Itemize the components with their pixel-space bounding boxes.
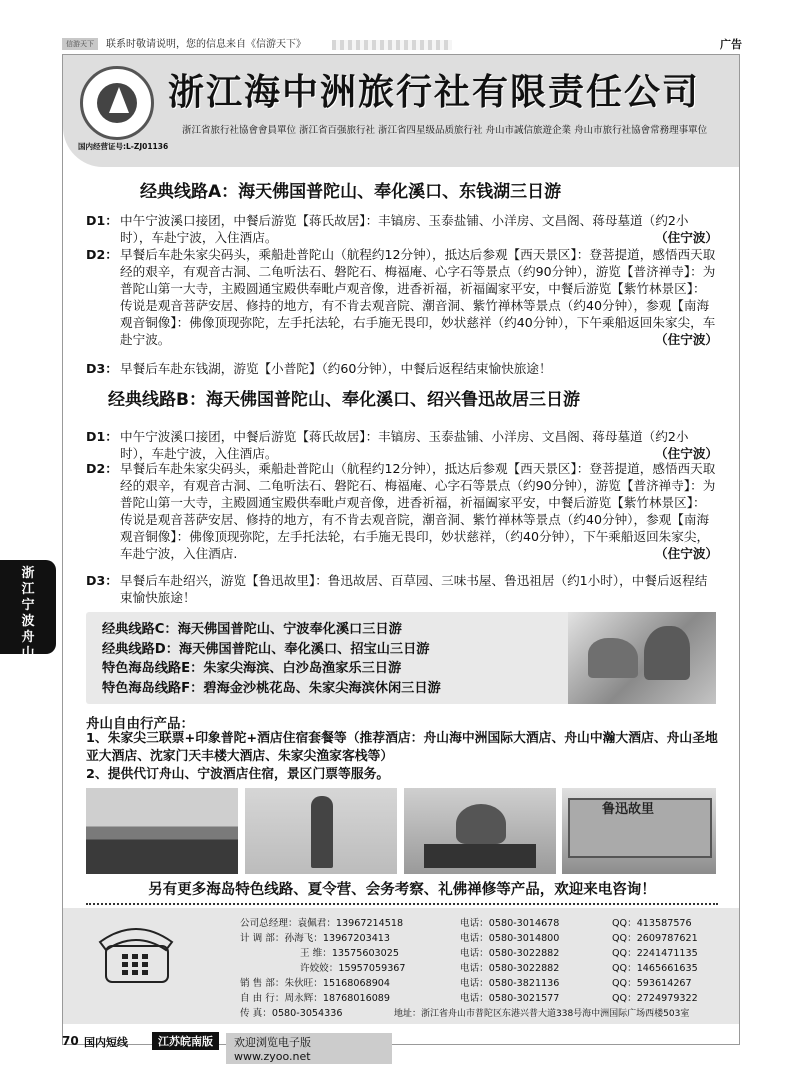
day-label: D3： [86, 573, 118, 588]
route-a-title: 经典线路A：海天佛国普陀山、奉化溪口、东钱湖三日游 [140, 182, 562, 202]
dotted-divider [86, 903, 718, 905]
region-label: 浙江宁波舟山 [21, 566, 35, 661]
contact-tel-5: 电话：0580-3821136 [460, 978, 560, 989]
ad-tag: 广告 [720, 38, 742, 51]
notice-text: 联系时敬请说明，您的信息来自《信游天下》 [106, 39, 306, 50]
day-text: 早餐后车赴朱家尖码头，乘船赴普陀山（航程约12分钟），抵达后参观【西天景区】：登菩提道，感悟西天取经的艰辛，有观音古洞、二龟听法石、磐陀石、梅福庵、心字石等景点（约90分钟），游览【普济禅寺】：为普陀山第一大寺，主殿圆通宝殿供奉毗卢观音像，进香祈福，祈福阖家平安，中餐后游览【紫竹林景区】：传说是观音菩萨安居、修持的地方，有不肯去观音院，潮音洞、紫竹禅林等景点（约40分钟），参观【南海观音铜像】：佛像顶现弥陀，左手托法轮，右手施无畏印，妙状慈祥，（约40分钟），下午乘船返回朱家尖，车赴宁波，入住酒店. [120, 461, 716, 561]
section-name: 国内短线 [84, 1036, 128, 1049]
day-label: D2： [86, 247, 118, 262]
luxun-hometown-photo [562, 788, 716, 874]
contact-qq-5: QQ：593614267 [612, 978, 692, 989]
day-text: 中午宁波溪口接团，中餐后游览【蒋氏故居】：丰镐房、玉泰盐铺、小洋房、文昌阁、蒋母墓道（约2小时），车赴宁波，入住酒店。 [120, 429, 689, 461]
route-c: 经典线路C：海天佛国普陀山、宁波奉化溪口三日游 [102, 622, 402, 637]
free-travel-title: 舟山自由行产品： [86, 716, 194, 732]
day-text: 早餐后车赴朱家尖码头，乘船赴普陀山（航程约12分钟），抵达后参观【西天景区】：登菩提道，感悟西天取经的艰辛，有观音古洞、二龟听法石、磐陀石、梅福庵、心字石等景点（约90分钟），游览【普济禅寺】：为普陀山第一大寺，主殿圆通宝殿供奉毗卢观音像，进香祈福，祈福阖家平安，中餐后游览【紫竹林景区】：传说是观音菩萨安居、修持的地方，有不肯去观音院、潮音洞、紫竹禅林等景点（约40分钟），参观【南海观音铜像】：佛像顶现弥陀，左手托法轮，右手施无畏印，妙状慈祥（约40分钟），下午乘船返回朱家尖，车赴宁波。 [120, 247, 716, 347]
contact-qq-2: QQ：2609787621 [612, 933, 698, 944]
publication-logo: 信游天下 [62, 38, 98, 50]
photo-caption: 鲁迅故里 [602, 802, 655, 817]
route-b-day-1 [86, 428, 718, 462]
contact-tel-2: 电话：0580-3014800 [460, 933, 560, 944]
company-name: 浙江海中洲旅行社有限责任公司 [168, 72, 701, 113]
day-text: 中午宁波溪口接团，中餐后游览【蒋氏故居】：丰镐房、玉泰盐铺、小洋房、文昌阁、蒋母墓道（约2小时），车赴宁波，入住酒店。 [120, 213, 689, 245]
sand-sculpture-photo [568, 612, 716, 704]
day-text: 早餐后车赴绍兴，游览【鲁迅故里】：鲁迅故居、百草园、三味书屋、鲁迅祖居（约1小时），中餐后返程结束愉快旅途！ [120, 573, 708, 605]
stay-note: （住宁波） [655, 546, 718, 561]
coast-pavilion-photo [86, 788, 238, 874]
contact-fax: 传 真：0580-3054336 [240, 1008, 343, 1019]
company-address: 地址：浙江省舟山市普陀区东港兴普大道338号海中洲国际广场西楼503室 [394, 1009, 690, 1019]
route-f: 特色海岛线路F：碧海金沙桃花岛、朱家尖海滨休闲三日游 [102, 680, 441, 696]
stay-note: （住宁波） [655, 332, 718, 347]
free-travel-item-1: 1、朱家尖三联票+印象普陀+酒店住宿套餐等（推荐酒店：舟山海中洲国际大酒店、舟山中瀚大酒店、舟山圣地亚大酒店、沈家门天丰楼大酒店、朱家尖渔家客栈等） [86, 731, 718, 764]
day-label: D1： [86, 429, 118, 444]
day-label: D2： [86, 461, 118, 476]
telephone-icon [96, 920, 176, 990]
free-travel-item-2: 2、提供代订舟山、宁波酒店住宿，景区门票等服务。 [86, 767, 390, 782]
edition-badge: 江苏皖南版 [152, 1032, 219, 1050]
route-e: 特色海岛线路E：朱家尖海滨、白沙岛渔家乐三日游 [102, 661, 402, 676]
company-logo-icon [80, 66, 154, 140]
contact-tel-4: 电话：0580-3022882 [460, 963, 560, 974]
route-a-day-1 [86, 212, 718, 246]
route-d: 经典线路D：海天佛国普陀山、奉化溪口、招宝山三日游 [102, 641, 430, 657]
top-strip [62, 37, 740, 53]
decorative-checker [332, 40, 452, 50]
license-number: 国内经营证号:L-ZJ01136 [78, 142, 169, 151]
day-label: D1： [86, 213, 118, 228]
contact-row-1: 公司总经理：袁佩君：13967214518 [240, 918, 404, 929]
contact-row-5: 销 售 部：朱伙旺：15168068904 [240, 978, 391, 989]
contact-row-6: 自 由 行：周永辉：18768016089 [240, 993, 391, 1004]
route-b-title: 经典线路B：海天佛国普陀山、奉化溪口、绍兴鲁迅故居三日游 [108, 390, 580, 410]
day-label: D3： [86, 361, 118, 376]
contact-tel-6: 电话：0580-3021577 [460, 993, 560, 1004]
stay-note: （住宁波） [655, 446, 718, 461]
day-text: 早餐后车赴东钱湖，游览【小普陀】（约60分钟），中餐后返程结束愉快旅途！ [120, 361, 552, 376]
contact-row-3: 王 维：13575603025 [300, 948, 399, 959]
contact-row-4: 许姣姣：15957059367 [300, 963, 406, 974]
page-number: 70 [62, 1034, 79, 1048]
buddha-temple-photo [404, 788, 556, 874]
route-a-day-2 [86, 246, 718, 348]
route-a-day-3 [86, 360, 718, 377]
contact-tel-3: 电话：0580-3022882 [460, 948, 560, 959]
contact-tel-1: 电话：0580-3014678 [460, 918, 560, 929]
contact-qq-4: QQ：1465661635 [612, 963, 698, 974]
route-b-day-2 [86, 460, 718, 562]
contact-qq-6: QQ：2724979322 [612, 993, 698, 1004]
guanyin-statue-photo [245, 788, 397, 874]
contact-qq-3: QQ：2241471135 [612, 948, 698, 959]
route-b-day-3 [86, 572, 718, 606]
region-side-tab [0, 560, 56, 661]
website-link[interactable]: 欢迎浏览电子版 www.zyoo.net [226, 1033, 392, 1064]
stay-note: （住宁波） [655, 230, 718, 245]
contact-qq-1: QQ：413587576 [612, 918, 692, 929]
association-list: 浙江省旅行社協會會員單位 浙江省百强旅行社 浙江省四星级品质旅行社 舟山市誠信旅遊企業 舟山市旅行社協會常務理事單位 [182, 125, 708, 136]
contact-row-2: 计 调 部：孙海飞：13967203413 [240, 933, 391, 944]
call-to-action: 另有更多海岛特色线路、夏令营、会务考察、礼佛禅修等产品，欢迎来电咨询！ [148, 882, 656, 898]
